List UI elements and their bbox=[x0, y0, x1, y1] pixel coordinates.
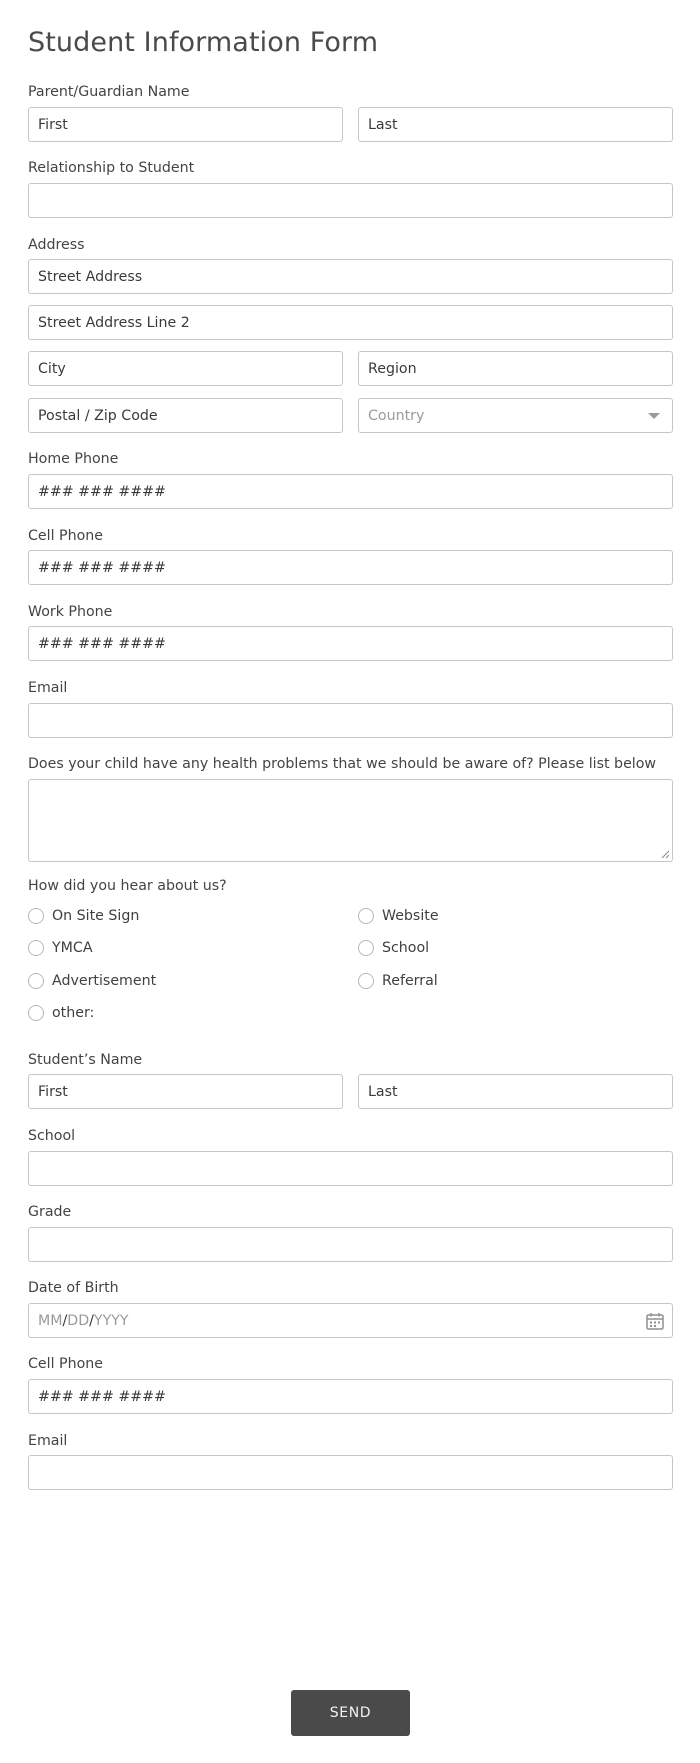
student-cell-phone-input[interactable] bbox=[28, 1379, 673, 1414]
radio-on-site-sign[interactable] bbox=[28, 908, 139, 924]
radio-circle[interactable] bbox=[28, 940, 44, 956]
cell-phone-label: Cell Phone bbox=[28, 528, 103, 544]
page-title: Student Information Form bbox=[28, 27, 379, 58]
country-select[interactable] bbox=[358, 398, 673, 433]
radio-circle[interactable] bbox=[358, 908, 374, 924]
radio-label: School bbox=[382, 940, 430, 956]
chevron-down-icon bbox=[648, 413, 660, 419]
student-first-name-input[interactable] bbox=[28, 1074, 343, 1109]
radio-label: On Site Sign bbox=[52, 908, 140, 924]
radio-circle[interactable] bbox=[28, 1005, 44, 1021]
student-name-label: Student’s Name bbox=[28, 1052, 143, 1068]
country-placeholder: Country bbox=[368, 407, 425, 424]
radio-ymca[interactable] bbox=[28, 940, 93, 956]
home-phone-label: Home Phone bbox=[28, 451, 119, 467]
work-phone-label: Work Phone bbox=[28, 604, 113, 620]
calendar-icon[interactable] bbox=[645, 1311, 665, 1331]
radio-circle[interactable] bbox=[358, 973, 374, 989]
city-input[interactable] bbox=[28, 351, 343, 386]
dob-day-placeholder[interactable]: DD bbox=[67, 1312, 90, 1329]
radio-circle[interactable] bbox=[28, 973, 44, 989]
parent-name-label: Parent/Guardian Name bbox=[28, 84, 190, 100]
student-email-label: Email bbox=[28, 1433, 68, 1449]
dob-label: Date of Birth bbox=[28, 1280, 119, 1296]
dob-separator: / bbox=[62, 1312, 68, 1329]
student-first-name-placeholder: First bbox=[38, 1083, 68, 1100]
radio-label: other: bbox=[52, 1005, 95, 1021]
student-last-name-input[interactable] bbox=[358, 1074, 673, 1109]
student-last-name-placeholder: Last bbox=[368, 1083, 398, 1100]
send-button[interactable]: SEND bbox=[291, 1690, 410, 1736]
relationship-input[interactable] bbox=[28, 183, 673, 218]
student-cell-phone-placeholder: ### ### #### bbox=[38, 1388, 166, 1405]
radio-referral[interactable] bbox=[358, 973, 438, 989]
student-email-input[interactable] bbox=[28, 1455, 673, 1490]
radio-label: YMCA bbox=[52, 940, 93, 956]
parent-first-name-placeholder: First bbox=[38, 116, 68, 133]
school-label: School bbox=[28, 1128, 76, 1144]
cell-phone-input[interactable] bbox=[28, 550, 673, 585]
home-phone-placeholder: ### ### #### bbox=[38, 483, 166, 500]
parent-first-name-input[interactable] bbox=[28, 107, 343, 142]
zip-placeholder: Postal / Zip Code bbox=[38, 407, 158, 424]
dob-input[interactable] bbox=[28, 1303, 673, 1338]
dob-year-placeholder[interactable]: YYYY bbox=[93, 1312, 129, 1329]
radio-other[interactable] bbox=[28, 1005, 94, 1021]
parent-last-name-input[interactable] bbox=[358, 107, 673, 142]
work-phone-input[interactable] bbox=[28, 626, 673, 661]
resize-handle-icon[interactable] bbox=[661, 850, 670, 859]
grade-label: Grade bbox=[28, 1204, 72, 1220]
cell-phone-placeholder: ### ### #### bbox=[38, 559, 166, 576]
radio-circle[interactable] bbox=[358, 940, 374, 956]
health-problems-textarea[interactable] bbox=[28, 779, 673, 862]
health-problems-label: Does your child have any health problems that we should be aware of? Please list below bbox=[28, 756, 657, 772]
email-input[interactable] bbox=[28, 703, 673, 738]
student-cell-phone-label: Cell Phone bbox=[28, 1356, 103, 1372]
zip-input[interactable] bbox=[28, 398, 343, 433]
address-label: Address bbox=[28, 237, 85, 253]
referral-label: How did you hear about us? bbox=[28, 878, 227, 894]
radio-advertisement[interactable] bbox=[28, 973, 156, 989]
relationship-label: Relationship to Student bbox=[28, 160, 195, 176]
email-label: Email bbox=[28, 680, 68, 696]
street-address-line2-placeholder: Street Address Line 2 bbox=[38, 314, 190, 331]
parent-last-name-placeholder: Last bbox=[368, 116, 398, 133]
radio-label: Advertisement bbox=[52, 973, 157, 989]
radio-circle[interactable] bbox=[28, 908, 44, 924]
work-phone-placeholder: ### ### #### bbox=[38, 635, 166, 652]
radio-school[interactable] bbox=[358, 940, 429, 956]
city-placeholder: City bbox=[38, 360, 66, 377]
radio-website[interactable] bbox=[358, 908, 439, 924]
radio-label: Referral bbox=[382, 973, 438, 989]
dob-month-placeholder[interactable]: MM bbox=[38, 1312, 63, 1329]
street-address-line2-input[interactable] bbox=[28, 305, 673, 340]
radio-label: Website bbox=[382, 908, 439, 924]
street-address-input[interactable] bbox=[28, 259, 673, 294]
dob-separator: / bbox=[89, 1312, 94, 1329]
region-input[interactable] bbox=[358, 351, 673, 386]
street-address-placeholder: Street Address bbox=[38, 268, 143, 285]
grade-input[interactable] bbox=[28, 1227, 673, 1262]
home-phone-input[interactable] bbox=[28, 474, 673, 509]
region-placeholder: Region bbox=[368, 360, 417, 377]
school-input[interactable] bbox=[28, 1151, 673, 1186]
